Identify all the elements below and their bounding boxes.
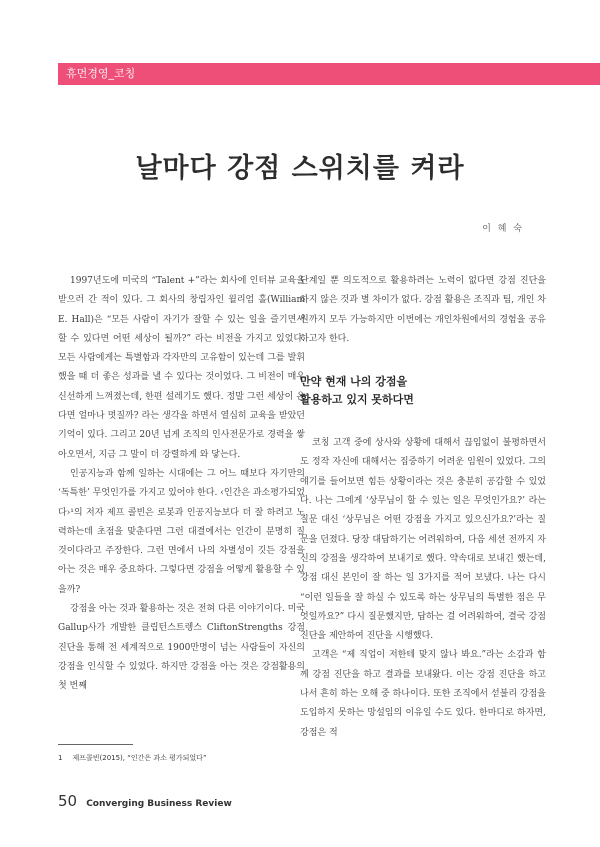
body-paragraph: 1997년도에 미국의 “Talent +”라는 회사에 인터뷰 교육을 받으러 간 적이 있다. 그 회사의 창립자인 윌리엄 홀(William E. Hall)은 “모든 사람이 자기가 잘할 수 있는 일을 즐기면서 할 수 있다면 어떤 세상이 될까?” 라는 비전을 가지고 있었다. 모든 사람에게는 특별함과 각자만의 고유함이 있는데 그를 발휘했을 때 더 좋은 성과를 낼 수 있다는 것이었다. 그 비전이 매우 신선하게 느껴졌는데, 한편 설레기도 했다. 정말 그런 세상이 온다면 얼마나 멋질까? 라는 생각을 하면서 열심히 교육을 받았던 기억이 있다. 그리고 20년 넘게 조직의 인사전문가로 경력을 쌓아오면서, 지금 그 말이 더 강렬하게 와 닿는다.	[58, 276, 305, 460]
page-footer	[58, 791, 232, 810]
body-paragraph: 단계일 뿐 의도적으로 활용하려는 노력이 없다면 강점 진단을 하지 않은 것과 별 차이가 없다. 강점 활용은 조직과 팀, 개인 차원까지 모두 가능하지만 이번에는 개인차원에서의 경험을 공유하고자 한다.	[300, 276, 546, 344]
magazine-name: Converging Business Review	[86, 799, 232, 809]
article-title: 날마다 강점 스위치를 켜라	[135, 153, 465, 184]
author-name: 이 혜 숙	[482, 224, 524, 234]
left-column	[58, 272, 305, 697]
footnote-number: 1	[58, 754, 63, 762]
page-number: 50	[58, 792, 78, 810]
body-paragraph: 고객은 “제 직업이 저한테 맞지 않나 봐요.”라는 소감과 함께 강점 진단을 하고 결과를 보내왔다. 이는 강점 진단을 하고 나서 흔히 하는 오해 중 하나이다. 또한 조직에서 섣불리 강점을 도입하지 못하는 망설임의 이유일 수도 있다. 한마디로 하자면, 강점은 적	[300, 650, 546, 738]
footnote-divider	[58, 744, 133, 745]
footnote	[58, 753, 207, 763]
body-paragraph: 인공지능과 함께 일하는 시대에는 그 어느 때보다 자기만의 ‘독특한’ 무엇인가를 가지고 있어야 한다. ‹인간은 과소평가되었다›¹의 저자 제프 콜빈은 로봇과 인공지능보다 더 잘 하려고 노력하는데 초점을 맞춘다면 그런 대결에서는 인간이 분명히 질 것이다라고 주장한다. 그런 면에서 나의 차별성이 깃든 강점을 아는 것은 매우 중요하다. 그렇다면 강점을 어떻게 활용할 수 있을까?	[58, 468, 305, 595]
body-paragraph: 강점을 아는 것과 활용하는 것은 전혀 다른 이야기이다. 미국Gallup사가 개발한 클립턴스트렝스 CliftonStrengths 강점진단을 통해 전 세계적으로 1900만명이 넘는 사람들이 자신의 강점을 인식할 수 있었다. 하지만 강점을 아는 것은 강점활용의 첫 번째	[58, 604, 305, 692]
footnote-text: 제프콜빈(2015), “인간은 과소 평가되었다”	[72, 754, 207, 762]
section-subheading: 만약 현재 나의 강점을 활용하고 있지 못하다면	[300, 375, 414, 407]
right-column	[300, 272, 546, 743]
body-paragraph: 코칭 고객 중에 상사와 상황에 대해서 끊임없이 불평하면서도 정작 자신에 대해서는 집중하기 어려운 임원이 있었다. 그의 얘기를 들어보면 힘든 상황이라는 것은 충분히 공감할 수 있었다. 나는 그에게 ‘상무님이 할 수 있는 일은 무엇인가요?’ 라는 질문 대신 ‘상무님은 어떤 강점을 가지고 있으신가요?’라는 질문을 던졌다. 당장 대답하기는 어려워하여, 다음 세션 전까지 자신의 강점을 생각하여 보내기로 했다. 약속대로 보내긴 했는데, 강점 대신 본인이 잘 하는 일 3가지를 적어 보냈다. 나는 다시 “이런 일들을 잘 하실 수 있도록 하는 상무님의 특별한 점은 무엇일까요?” 다시 질문했지만, 답하는 걸 어려워하여, 결국 강점 진단을 제안하여 진단을 시행했다.	[300, 438, 546, 642]
section-label: 휴먼경영_코칭	[58, 63, 600, 85]
